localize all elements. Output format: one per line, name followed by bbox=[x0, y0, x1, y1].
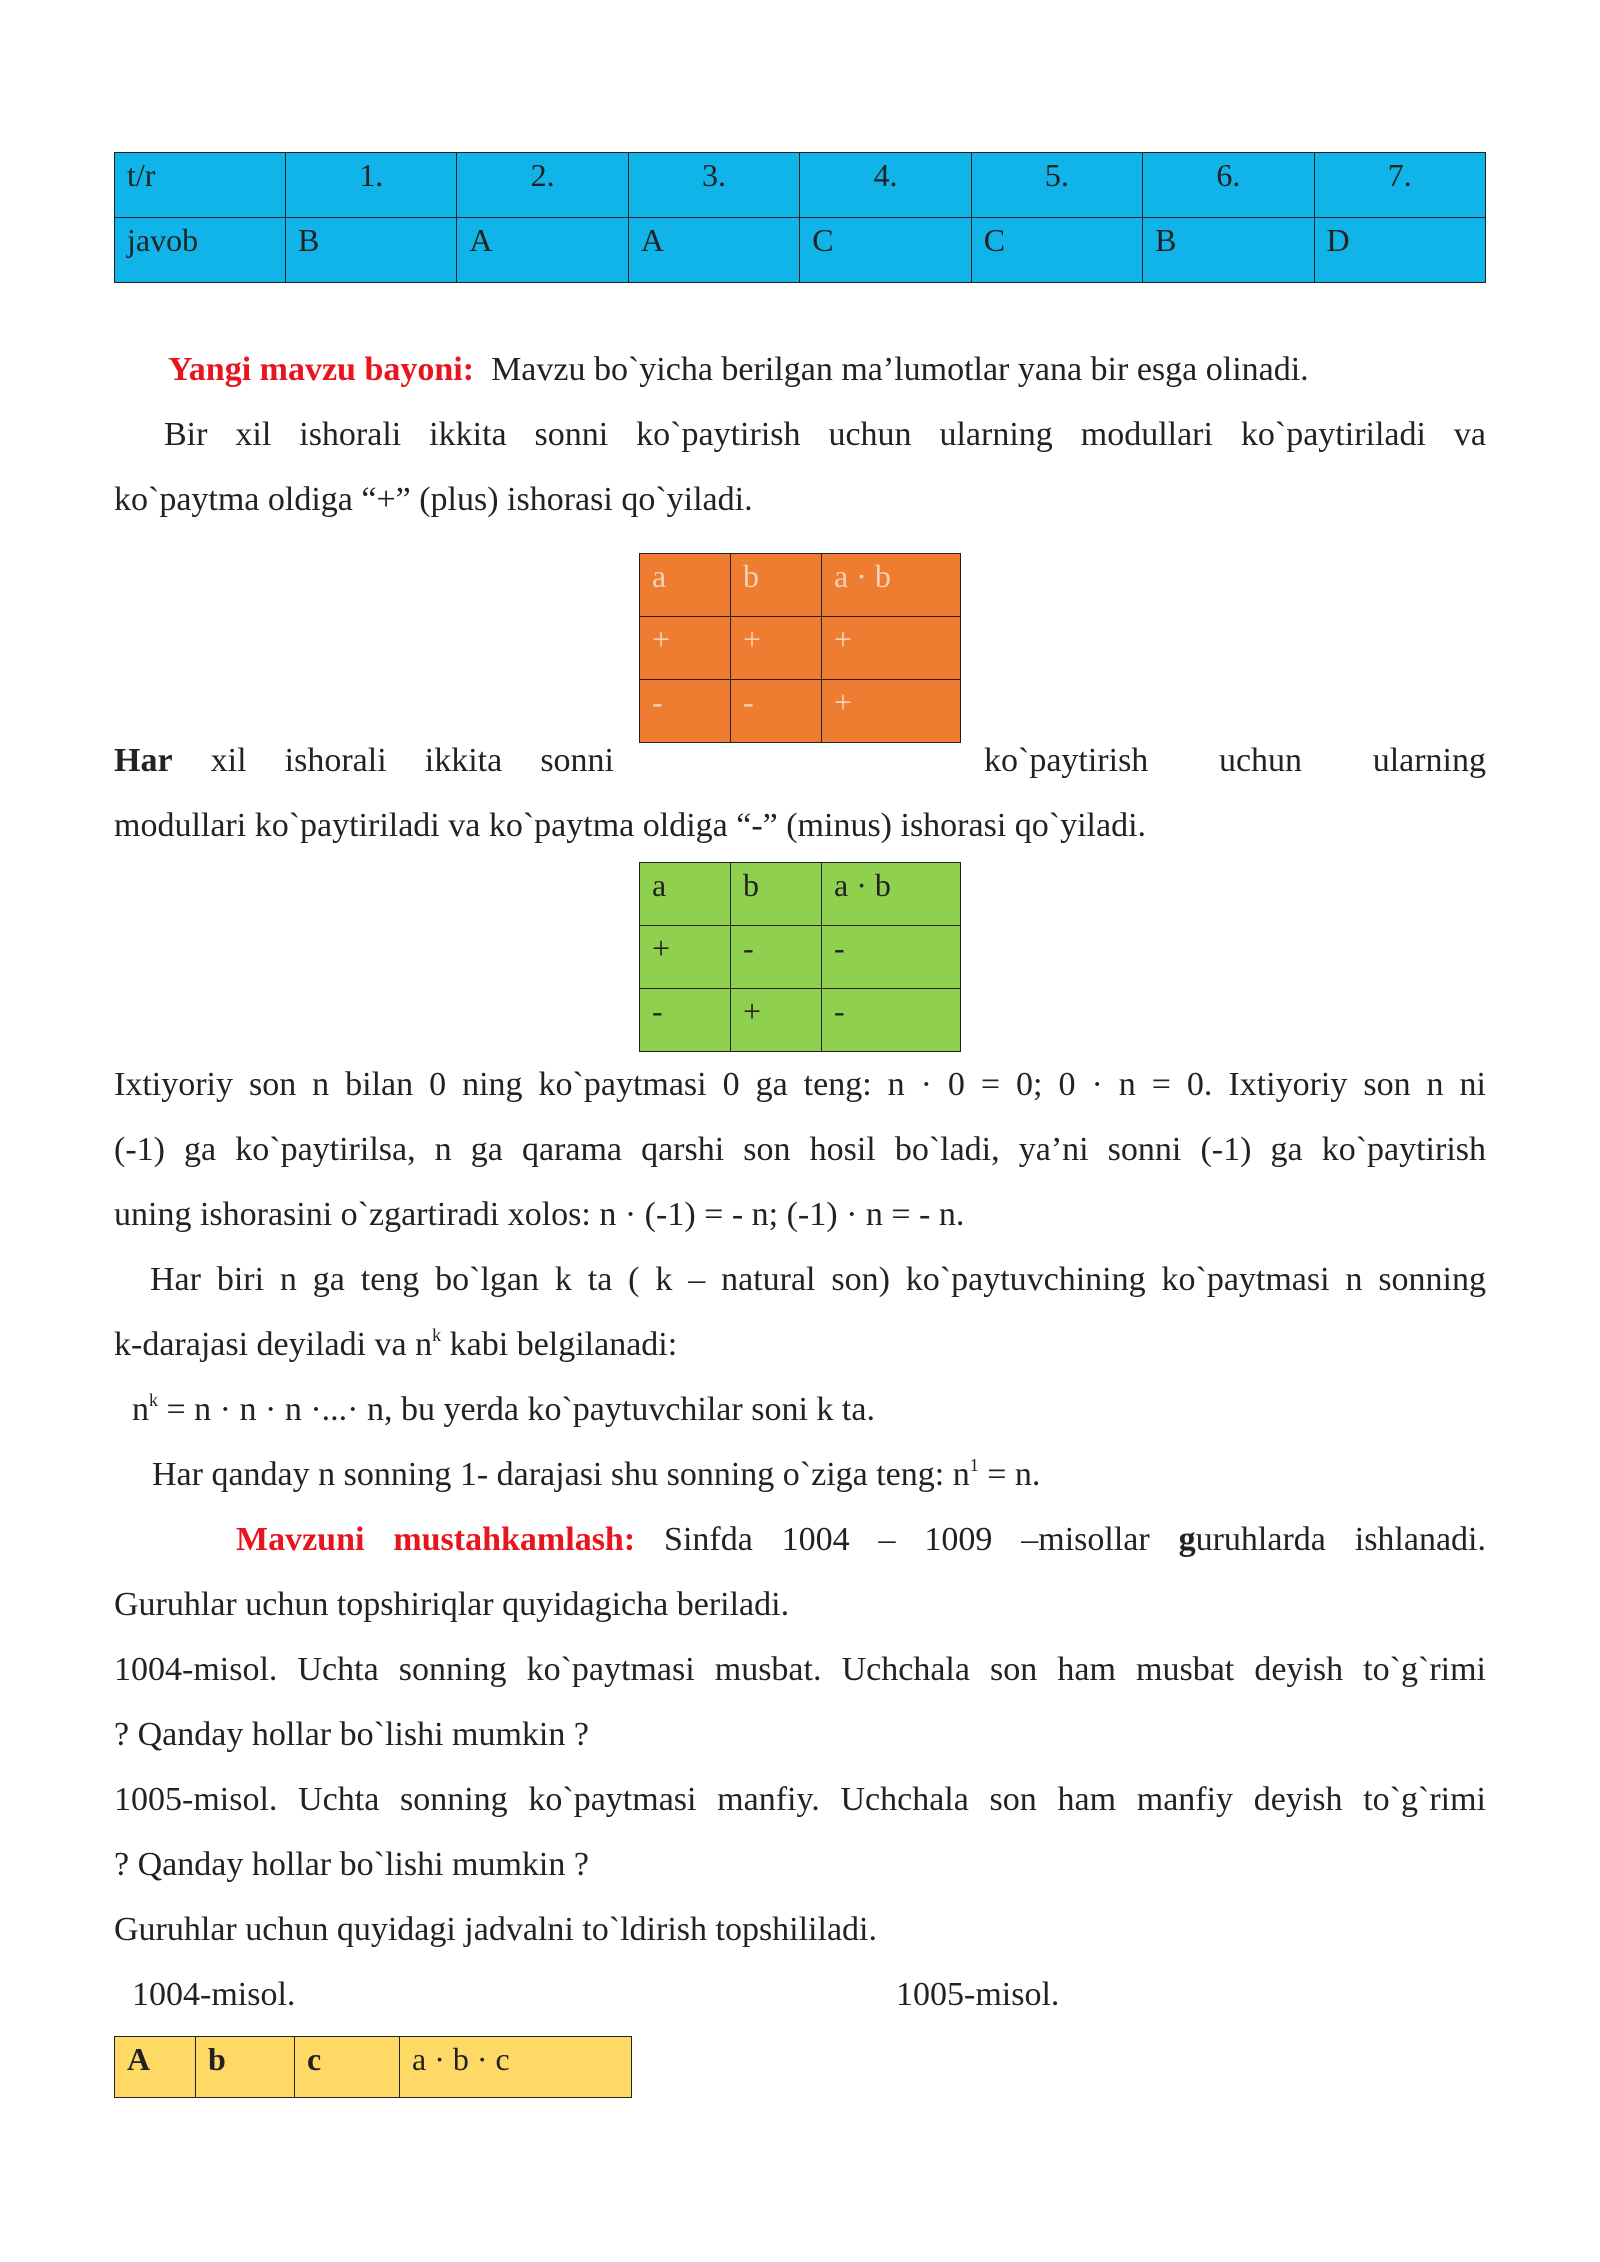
paragraph-line bbox=[236, 1517, 1486, 1563]
table-row bbox=[115, 153, 1486, 218]
table-cell: D bbox=[1314, 218, 1485, 283]
table-cell: b bbox=[731, 863, 822, 926]
superscript: k bbox=[149, 1390, 158, 1410]
paragraph-line bbox=[152, 1452, 1524, 1498]
paragraph-text: Sinfda 1004 – 1009 –misollar bbox=[664, 1521, 1179, 1558]
table-cell: A bbox=[457, 218, 628, 283]
table-cell: C bbox=[800, 218, 971, 283]
paragraph-text: = n. bbox=[978, 1456, 1041, 1493]
table-row bbox=[640, 617, 961, 680]
table-cell: 5. bbox=[971, 153, 1142, 218]
table-row bbox=[640, 863, 961, 926]
superscript: 1 bbox=[969, 1455, 979, 1475]
paragraph-word: ko`paytirish bbox=[984, 742, 1149, 779]
table-cell: 7. bbox=[1314, 153, 1485, 218]
paragraph-text: Har qanday n sonning 1- darajasi shu sonning o`ziga teng: n bbox=[152, 1456, 970, 1493]
paragraph-line bbox=[114, 738, 614, 784]
paragraph-line: (-1) ga ko`paytirilsa, n ga qarama qarshi son hosil bo`ladi, ya’ni sonni (-1) ga ko`paytirish bbox=[114, 1131, 1486, 1168]
paragraph-line: Guruhlar uchun topshiriqlar quyidagicha beriladi. bbox=[114, 1586, 790, 1623]
table-row bbox=[115, 2037, 632, 2098]
intro-paragraph bbox=[114, 347, 1486, 393]
paragraph-line bbox=[984, 738, 1486, 784]
table-row bbox=[640, 989, 961, 1052]
paragraph-line: Guruhlar uchun quyidagi jadvalni to`ldirish topshililadi. bbox=[114, 1911, 877, 1948]
paragraph-line: Ixtiyoriy son n bilan 0 ning ko`paytmasi 0 ga teng: n · 0 = 0; 0 · n = 0. Ixtiyoriy son n ni bbox=[114, 1066, 1486, 1103]
table-cell: a · b bbox=[822, 863, 961, 926]
paragraph-word: uchun bbox=[1218, 742, 1303, 779]
table-cell: 4. bbox=[800, 153, 971, 218]
paragraph-word: ularning bbox=[1372, 742, 1486, 779]
table-row bbox=[115, 218, 1486, 283]
paragraph-line: Har biri n ga teng bo`lgan k ta ( k – natural son) ko`paytuvchining ko`paytmasi n sonning bbox=[150, 1261, 1486, 1298]
table-cell: - bbox=[822, 989, 961, 1052]
paragraph-word: ishorali bbox=[284, 742, 387, 779]
table-cell: a · b bbox=[822, 554, 961, 617]
table-cell: - bbox=[640, 989, 731, 1052]
table-cell: t/r bbox=[115, 153, 286, 218]
abc-table bbox=[114, 2036, 632, 2098]
table-cell: javob bbox=[115, 218, 286, 283]
paragraph-text: n bbox=[132, 1391, 149, 1428]
table-cell: B bbox=[1143, 218, 1314, 283]
section-heading: Yangi mavzu bayoni: bbox=[168, 351, 475, 388]
paragraph-line: uning ishorasini o`zgartiradi xolos: n · (-1) = - n; (-1) · n = - n. bbox=[114, 1196, 965, 1233]
table-cell: + bbox=[640, 617, 731, 680]
table-cell: - bbox=[731, 926, 822, 989]
paragraph-text: uruhlarda ishlanadi. bbox=[1195, 1521, 1487, 1558]
table-cell: + bbox=[640, 926, 731, 989]
paragraph-word: sonni bbox=[540, 742, 614, 779]
table-cell: - bbox=[731, 680, 822, 743]
table-cell: + bbox=[731, 989, 822, 1052]
table-cell: a bbox=[640, 554, 731, 617]
table-cell: c bbox=[295, 2037, 400, 2098]
paragraph-text: kabi belgilanadi: bbox=[441, 1326, 678, 1363]
table-row bbox=[640, 926, 961, 989]
table-cell: b bbox=[731, 554, 822, 617]
table-cell: 2. bbox=[457, 153, 628, 218]
exercise-label: 1004-misol. bbox=[132, 1976, 296, 2013]
paragraph-word: Har bbox=[114, 742, 173, 779]
section-heading: Mavzuni mustahkamlash: bbox=[236, 1521, 636, 1558]
paragraph-line: ko`paytma oldiga “+” (plus) ishorasi qo`yiladi. bbox=[114, 481, 753, 518]
paragraph-text: g bbox=[1178, 1521, 1196, 1558]
paragraph-text: Mavzu bo`yicha berilgan ma’lumotlar yana bir esga olinadi. bbox=[491, 351, 1309, 388]
table-cell: 1. bbox=[286, 153, 457, 218]
table-cell: a bbox=[640, 863, 731, 926]
paragraph-line: ? Qanday hollar bo`lishi mumkin ? bbox=[114, 1716, 589, 1753]
exercise-label: 1005-misol. bbox=[896, 1976, 1060, 2013]
same-sign-table bbox=[639, 553, 961, 743]
table-cell: A bbox=[115, 2037, 196, 2098]
answer-table bbox=[114, 152, 1486, 283]
different-sign-table bbox=[639, 862, 961, 1052]
table-cell: B bbox=[286, 218, 457, 283]
paragraph-word: xil bbox=[210, 742, 247, 779]
paragraph-line: 1005-misol. Uchta sonning ko`paytmasi manfiy. Uchchala son ham manfiy deyish to`g`rimi bbox=[114, 1781, 1486, 1818]
table-cell: b bbox=[196, 2037, 295, 2098]
table-cell: + bbox=[822, 680, 961, 743]
table-cell: A bbox=[628, 218, 799, 283]
paragraph-line bbox=[114, 1322, 1486, 1368]
paragraph-text: = n · n · n ·...· n, bu yerda ko`paytuvchilar soni k ta. bbox=[158, 1391, 875, 1428]
paragraph-text: k-darajasi deyiladi va n bbox=[114, 1326, 433, 1363]
table-cell: + bbox=[731, 617, 822, 680]
table-row bbox=[640, 680, 961, 743]
table-cell: - bbox=[640, 680, 731, 743]
paragraph-line: 1004-misol. Uchta sonning ko`paytmasi musbat. Uchchala son ham musbat deyish to`g`rimi bbox=[114, 1651, 1486, 1688]
paragraph-line: modullari ko`paytiriladi va ko`paytma oldiga “-” (minus) ishorasi qo`yiladi. bbox=[114, 807, 1147, 844]
table-cell: C bbox=[971, 218, 1142, 283]
table-cell: + bbox=[822, 617, 961, 680]
paragraph-word: ikkita bbox=[424, 742, 503, 779]
table-cell: 6. bbox=[1143, 153, 1314, 218]
table-cell: a · b · c bbox=[400, 2037, 632, 2098]
paragraph-line: Bir xil ishorali ikkita sonni ko`paytirish uchun ularning modullari ko`paytiriladi va bbox=[164, 416, 1486, 453]
formula-line bbox=[132, 1387, 1504, 1433]
superscript: k bbox=[432, 1325, 442, 1345]
table-cell: 3. bbox=[628, 153, 799, 218]
paragraph-line: ? Qanday hollar bo`lishi mumkin ? bbox=[114, 1846, 589, 1883]
table-row bbox=[640, 554, 961, 617]
table-cell: - bbox=[822, 926, 961, 989]
